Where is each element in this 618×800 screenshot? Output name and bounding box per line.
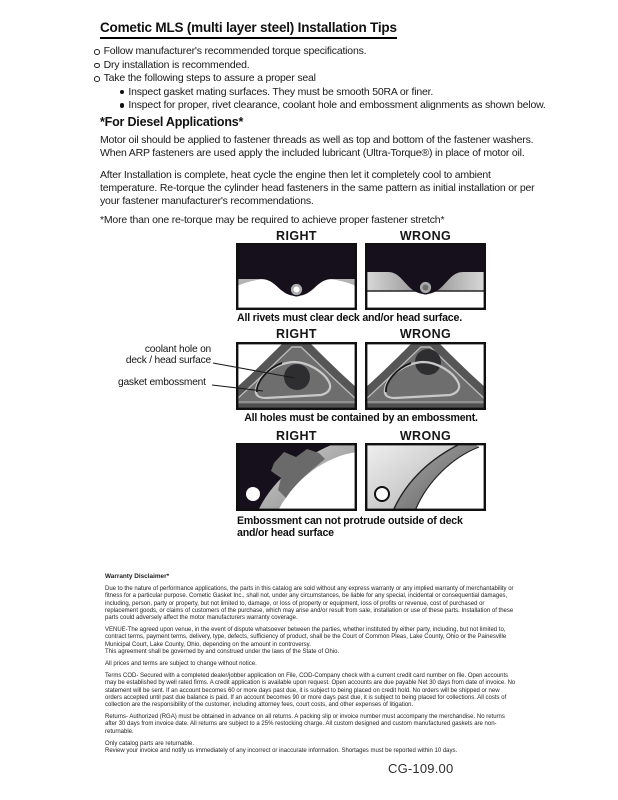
figure3-caption: Embossment can not protrude outside of deck and/or head surface bbox=[237, 515, 463, 539]
tips-list bbox=[94, 45, 564, 113]
list-item bbox=[94, 72, 564, 86]
list-item bbox=[120, 99, 564, 113]
warranty-heading: Warranty Disclaimer* bbox=[105, 573, 170, 580]
warranty-paragraph: This agreement shall be governed by and construed under the laws of the State of Ohio. bbox=[105, 648, 340, 655]
embossment-deck-wrong-diagram bbox=[365, 443, 486, 511]
figure2-wrong-header: WRONG bbox=[399, 327, 452, 341]
coolant-hole-right-diagram bbox=[236, 342, 357, 410]
annotation-coolant-hole: coolant hole on deck / head surface bbox=[125, 344, 211, 367]
diesel-paragraph: *More than one re-torque may be required to achieve proper fastener stretch* bbox=[100, 214, 445, 226]
diesel-paragraph: After Installation is complete, heat cycle the engine then let it completely cool to ambient temperature. Re-torque the cylinder head fasteners in the same pattern as initial installation or per your fastener manufacturer's recommendations. bbox=[100, 169, 535, 208]
list-item bbox=[94, 45, 564, 59]
figure3-wrong-header: WRONG bbox=[399, 429, 452, 443]
list-item bbox=[120, 86, 564, 100]
bullet-text: Follow manufacturer's recommended torque specifications. bbox=[103, 45, 367, 57]
diesel-heading: *For Diesel Applications* bbox=[100, 115, 244, 129]
diesel-paragraph: Motor oil should be applied to fastener threads as well as top and bottom of the fastener washers. When ARP fasteners are used apply the included lubricant (Ultra-Torque®) in place of motor oil. bbox=[100, 134, 534, 160]
warranty-paragraph: VENUE-The agreed upon venue, in the event of dispute whatsoever between the parties, whether instituted by either party, including, but not limited to, contract terms, payment terms, delivery, type, defects, sufficiency of product, shall be the Court of Common Pleas, Lake County, Ohio or the Painesville Municipal Court, Lake County, Ohio, depending on the amount in controversy. bbox=[105, 627, 507, 648]
warranty-paragraph: Returns- Authorized (RGA) must be obtained in advance on all returns. A packing slip or invoice number must accompany the merchandise. No returns after 30 days from invoice date. All returns are subject to a 25% restocking charge. All custom designed and custom manufactured gaskets are non-returnable. bbox=[105, 714, 505, 735]
open-bullet-icon bbox=[94, 63, 100, 69]
page-title: Cometic MLS (multi layer steel) Installation Tips bbox=[100, 20, 397, 39]
page-number: CG-109.00 bbox=[388, 761, 454, 776]
bullet-text: Inspect gasket mating surfaces. They must be smooth 50RA or finer. bbox=[128, 85, 434, 98]
bullet-text: Inspect for proper, rivet clearance, coolant hole and embossment alignments as shown below. bbox=[128, 99, 546, 112]
warranty-section bbox=[105, 573, 517, 760]
list-item bbox=[94, 59, 564, 73]
figure1-right-header: RIGHT bbox=[276, 229, 317, 243]
open-bullet-icon bbox=[94, 49, 100, 55]
figure1-caption: All rivets must clear deck and/or head surface. bbox=[237, 312, 462, 324]
figure2-caption: All holes must be contained by an embossment. bbox=[244, 412, 478, 424]
embossment-deck-right-diagram bbox=[236, 443, 357, 511]
figure2-right-header: RIGHT bbox=[276, 327, 317, 341]
warranty-paragraph: Review your invoice and notify us immediately of any incorrect or inaccurate information. Shortages must be reported within 10 days. bbox=[105, 748, 458, 755]
bullet-text: Dry installation is recommended. bbox=[103, 58, 250, 71]
open-bullet-icon bbox=[94, 76, 100, 82]
filled-bullet-icon bbox=[120, 103, 124, 107]
warranty-paragraph: All prices and terms are subject to change without notice. bbox=[105, 661, 257, 668]
figure3-right-header: RIGHT bbox=[276, 429, 317, 443]
rivet-clearance-wrong-diagram bbox=[365, 243, 486, 310]
warranty-paragraph: Due to the nature of performance applications, the parts in this catalog are sold without any express warranty or any implied warranty of merchantability or fitness for a particular purpose. Cometic Gasket Inc., shall not, under any circumstances, be liable for any special, incidental or consequential damages, including, person, party or property, but not limited to, damage, or loss of property or equipment, loss of profits or revenue, cost of purchased or replacement goods, or claims of customers of the purchase, which may arise and/or result from sale, installation or use of these parts. Installation of these parts could adversely affect the motor manufacturers warranty coverage. bbox=[105, 586, 514, 622]
warranty-paragraph: Only catalog parts are returnable. bbox=[105, 740, 195, 747]
figure1-wrong-header: WRONG bbox=[399, 229, 452, 243]
coolant-hole-wrong-diagram bbox=[365, 342, 486, 410]
filled-bullet-icon bbox=[120, 90, 124, 94]
annotation-gasket-embossment: gasket embossment bbox=[118, 377, 206, 388]
bullet-text: Take the following steps to assure a proper seal bbox=[103, 72, 316, 85]
rivet-clearance-right-diagram bbox=[236, 243, 357, 310]
warranty-paragraph: Terms COD- Secured with a completed dealer/jobber application on File, COD-Company check with a current credit card number on file. Open accounts may be established by well rated firms. A credit application is available upon request. Open accounts are due payable Net 30 days from date of invoice. No statement will be sent. If an account becomes 60 or more days past due, it is subject to being placed on credit hold. No orders will be shipped or new orders accepted until past due balance is paid. If an account becomes 90 or more days past due, it is subject to being placed for collections. All costs of collection are the responsibility of the customer, including attorney fees, court costs, and other expenses of litigation. bbox=[105, 673, 516, 709]
